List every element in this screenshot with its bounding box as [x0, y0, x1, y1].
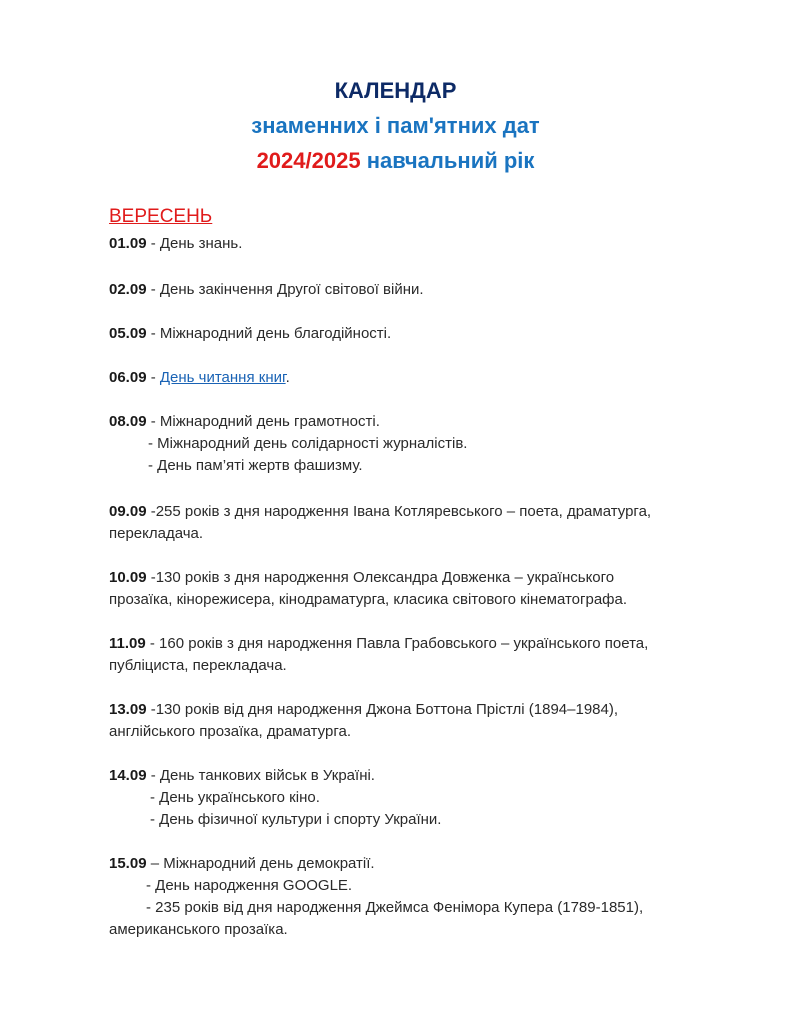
entry-sub-item: - 235 років від дня народження Джеймса Фенімора Купера (1789-1851),: [146, 899, 644, 916]
entry-continuation: англійського прозаїка, драматурга.: [109, 723, 351, 740]
entry-date: 11.09: [109, 635, 146, 652]
entry-text: -130 років з дня народження Олександра Довженка – українського: [146, 569, 615, 586]
list-item: [109, 569, 614, 586]
entry-date: 15.09: [109, 855, 147, 872]
entry-continuation: американського прозаїка.: [109, 921, 288, 938]
entry-sub-item: - День народження GOOGLE.: [146, 877, 353, 894]
entry-date: 14.09: [109, 767, 147, 784]
entry-text: - Міжнародний день благодійності.: [146, 325, 392, 342]
entry-continuation: публіциста, перекладача.: [109, 657, 287, 674]
entry-date: 10.09: [109, 569, 147, 586]
entry-sub-item: - День фізичної культури і спорту України.: [150, 811, 442, 828]
entry-text: - День закінчення Другої світової війни.: [146, 281, 424, 298]
list-item: [109, 413, 380, 430]
list-item: [109, 635, 648, 652]
list-item: [109, 281, 424, 298]
entry-date: 05.09: [109, 325, 147, 342]
entry-tail: .: [285, 369, 290, 386]
entry-date: 01.09: [109, 235, 147, 252]
entry-sub-item: - День пам’яті жертв фашизму.: [148, 457, 363, 474]
entry-text: - 160 років з дня народження Павла Грабовського – українського поета,: [145, 635, 649, 652]
year-range: 2024/2025: [256, 148, 361, 173]
entry-date: 08.09: [109, 413, 147, 430]
list-item: [109, 767, 375, 784]
entry-continuation: прозаїка, кінорежисера, кінодраматурга, класика світового кінематографа.: [109, 591, 628, 608]
entry-text: - Міжнародний день грамотності.: [146, 413, 380, 430]
entry-date: 13.09: [109, 701, 147, 718]
month-heading: ВЕРЕСЕНЬ: [109, 206, 213, 227]
list-item: [109, 503, 651, 520]
entry-sub-item: - Міжнародний день солідарності журналістів.: [148, 435, 468, 452]
list-item: [109, 701, 618, 718]
academic-year-heading: [0, 148, 791, 174]
entry-separator: -: [146, 369, 160, 386]
list-item: [109, 325, 391, 342]
document-subtitle: знаменних і пам'ятних дат: [251, 113, 540, 138]
entry-text: -130 років від дня народження Джона Боттона Прістлі (1894–1984),: [146, 701, 619, 718]
entry-sub-item: - День українського кіно.: [150, 789, 320, 806]
list-item: [109, 235, 242, 252]
entry-text: -255 років з дня народження Івана Котляревського – поета, драматурга,: [146, 503, 652, 520]
entry-continuation: перекладача.: [109, 525, 204, 542]
entry-date: 06.09: [109, 369, 147, 386]
entry-date: 02.09: [109, 281, 147, 298]
entry-text: - День знань.: [146, 235, 243, 252]
year-suffix: навчальний рік: [366, 148, 535, 173]
book-reading-day-link[interactable]: День читання книг: [159, 369, 286, 386]
entry-text: - День танкових військ в Україні.: [146, 767, 375, 784]
list-item: [109, 369, 290, 386]
document-title: КАЛЕНДАР: [334, 78, 457, 103]
entry-date: 09.09: [109, 503, 147, 520]
list-item: [109, 855, 375, 872]
entry-text: – Міжнародний день демократії.: [146, 855, 375, 872]
